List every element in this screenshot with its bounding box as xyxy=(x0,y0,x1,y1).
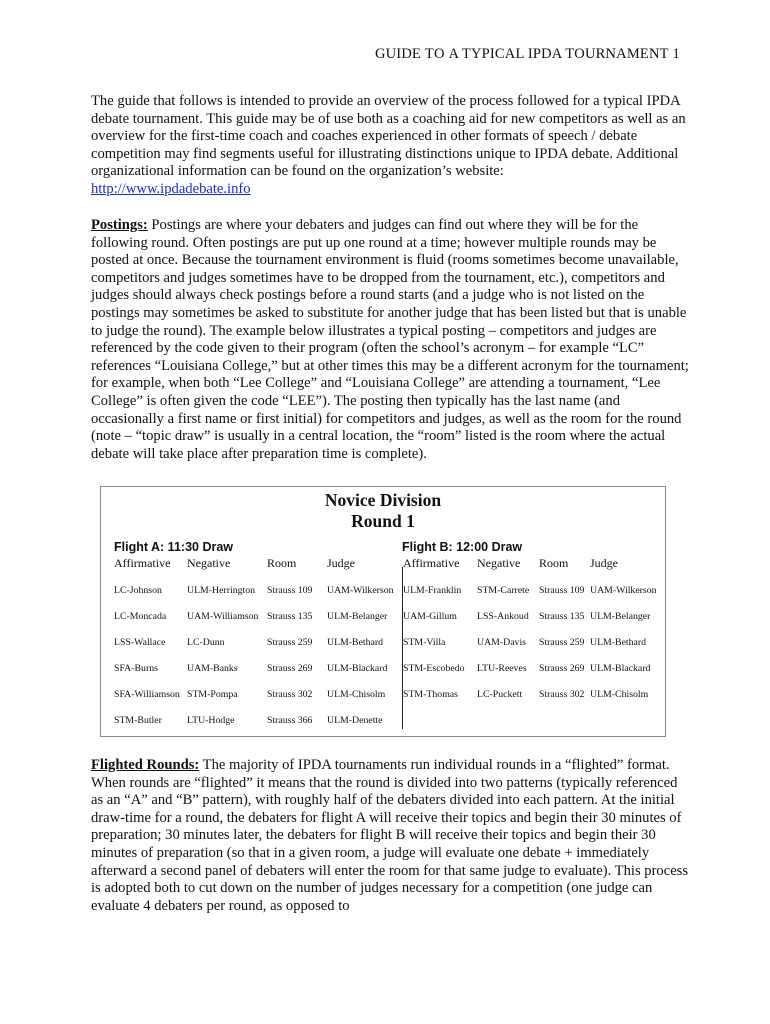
table-cell: Strauss 302 xyxy=(539,689,585,700)
table-cell: Strauss 259 xyxy=(267,637,313,648)
table-cell: ULM-Blackard xyxy=(590,663,651,674)
table-cell: UAM-Wilkerson xyxy=(327,585,394,596)
running-header: GUIDE TO A TYPICAL IPDA TOURNAMENT 1 xyxy=(374,46,680,62)
table-cell: SFA-Williamson xyxy=(114,689,180,700)
table-cell: Strauss 269 xyxy=(539,663,585,674)
table-cell: ULM-Belanger xyxy=(327,611,388,622)
table-cell: LTU-Reeves xyxy=(477,663,527,674)
flight-b-col-1: Negative xyxy=(477,556,521,570)
table-cell: ULM-Franklin xyxy=(403,585,462,596)
table-cell: Strauss 135 xyxy=(267,611,313,622)
table-cell: SFA-Burns xyxy=(114,663,158,674)
postings-paragraph: Postings: Postings are where your debaters and judges can find out where they will be for the following round. Often postings are put up one round at a time; however multiple rounds may be posted at once. Because the tournament environment is fluid (rooms sometimes become unavailable, competitors and judges sometimes have to be dropped from the tournament, etc.), competitors and judges should always check postings before a round starts (and a judge who is not listed on the postings may sometimes be asked to substitute for another judge that has been listed but that is unable to judge the round). The example below illustrates a typical posting – competitors and judges are referenced by the code given to their program (often the school’s acronym – for example “LC” references “Louisiana College,” but at other times this may be a different acronym for the tournament; for example, when both “Lee College” and “Louisiana College” are attending a tournament, “Lee College” is often given the code “LEE”). The posting then typically has the last name (and occasionally a first name or first initial) for competitors and judges, as well as the room for the round (note – “topic draw” is usually in a central location, the “room” listed is the room where the actual debate will take place after preparation time is complete). xyxy=(91,217,689,462)
page-number: 1 xyxy=(672,46,680,62)
table-cell: ULM-Bethard xyxy=(590,637,647,648)
table-cell: Strauss 109 xyxy=(539,585,585,596)
flighted-paragraph: Flighted Rounds: The majority of IPDA tournaments run individual rounds in a “flighted” format. When rounds are “flighted” it means that the round is divided into two patterns (typically referenced as an “A” and “B” pattern), with roughly half of the debaters divided into each pattern. At the initial draw-time for a round, the debaters for flight A will receive their topics and begin their 30 minutes of preparation; 30 minutes later, the debaters for flight B will receive their topics and begin their 30 minutes of preparation (so that in a given room, a judge will evaluate one debate + immediately afterward a second panel of debaters will enter the room for that same judge to evaluate). This process is adopted both to cut down on the number of judges necessary for a competition (one judge can evaluate 4 debaters per round, as opposed to xyxy=(91,757,689,914)
table-cell: ULM-Herrington xyxy=(187,585,256,596)
flight-b-title: Flight B: 12:00 Draw xyxy=(402,540,523,554)
table-cell: STM-Escobedo xyxy=(403,663,465,674)
flight-a-col-2: Room xyxy=(267,556,297,570)
table-cell: LSS-Ankoud xyxy=(477,611,529,622)
table-cell: Strauss 366 xyxy=(267,715,313,726)
table-cell: Strauss 109 xyxy=(267,585,313,596)
table-cell: STM-Butler xyxy=(114,715,162,726)
table-cell: UAM-Gillum xyxy=(403,611,457,622)
table-cell: LC-Moncada xyxy=(114,611,167,622)
flight-b-col-3: Judge xyxy=(590,556,618,570)
table-cell: LC-Johnson xyxy=(114,585,162,596)
intro-paragraph: The guide that follows is intended to provide an overview of the process followed for a typical IPDA debate tournament. This guide may be of use both as a coaching aid for new competitors as well as an overview for the first-time coach and coaches experienced in other formats of speech / debate competition may find segments useful for illustrating distinctions unique to IPDA debate. Additional organizational information can be found on the organization’s website: http://www.ipdadebate.info xyxy=(91,93,686,197)
table-cell: Strauss 135 xyxy=(539,611,585,622)
table-cell: UAM-Banks xyxy=(187,663,238,674)
postings-heading: Postings: xyxy=(91,217,148,233)
table-cell: LSS-Wallace xyxy=(114,637,166,648)
posting-example xyxy=(100,486,666,737)
flighted-heading: Flighted Rounds: xyxy=(91,757,200,773)
flight-a-title: Flight A: 11:30 Draw xyxy=(114,540,234,554)
division-title: Novice Division xyxy=(324,490,442,510)
flight-b-col-0: Affirmative xyxy=(403,556,460,570)
table-cell: ULM-Belanger xyxy=(590,611,651,622)
table-cell: UAM-Wilkerson xyxy=(590,585,657,596)
flight-a-col-1: Negative xyxy=(187,556,231,570)
round-title: Round 1 xyxy=(351,511,415,531)
table-cell: LC-Dunn xyxy=(187,637,225,648)
table-cell: Strauss 269 xyxy=(267,663,313,674)
table-cell: Strauss 259 xyxy=(539,637,585,648)
table-cell: UAM-Davis xyxy=(477,637,526,648)
table-cell: Strauss 302 xyxy=(267,689,313,700)
table-cell: LC-Puckett xyxy=(477,689,523,700)
table-cell: UAM-Williamson xyxy=(187,611,259,622)
table-cell: ULM-Denette xyxy=(327,715,383,726)
flight-a-col-0: Affirmative xyxy=(114,556,171,570)
flight-a-col-3: Judge xyxy=(327,556,355,570)
table-cell: STM-Carrete xyxy=(477,585,530,596)
table-cell: STM-Pompa xyxy=(187,689,238,700)
table-cell: ULM-Chisolm xyxy=(590,689,649,700)
table-cell: ULM-Bethard xyxy=(327,637,384,648)
flight-b-col-2: Room xyxy=(539,556,569,570)
table-cell: ULM-Chisolm xyxy=(327,689,386,700)
table-cell: ULM-Blackard xyxy=(327,663,388,674)
table-cell: STM-Thomas xyxy=(403,689,458,700)
table-cell: LTU-Hodge xyxy=(187,715,235,726)
table-cell: STM-Villa xyxy=(403,637,446,648)
website-link[interactable]: http://www.ipdadebate.info xyxy=(91,180,251,197)
